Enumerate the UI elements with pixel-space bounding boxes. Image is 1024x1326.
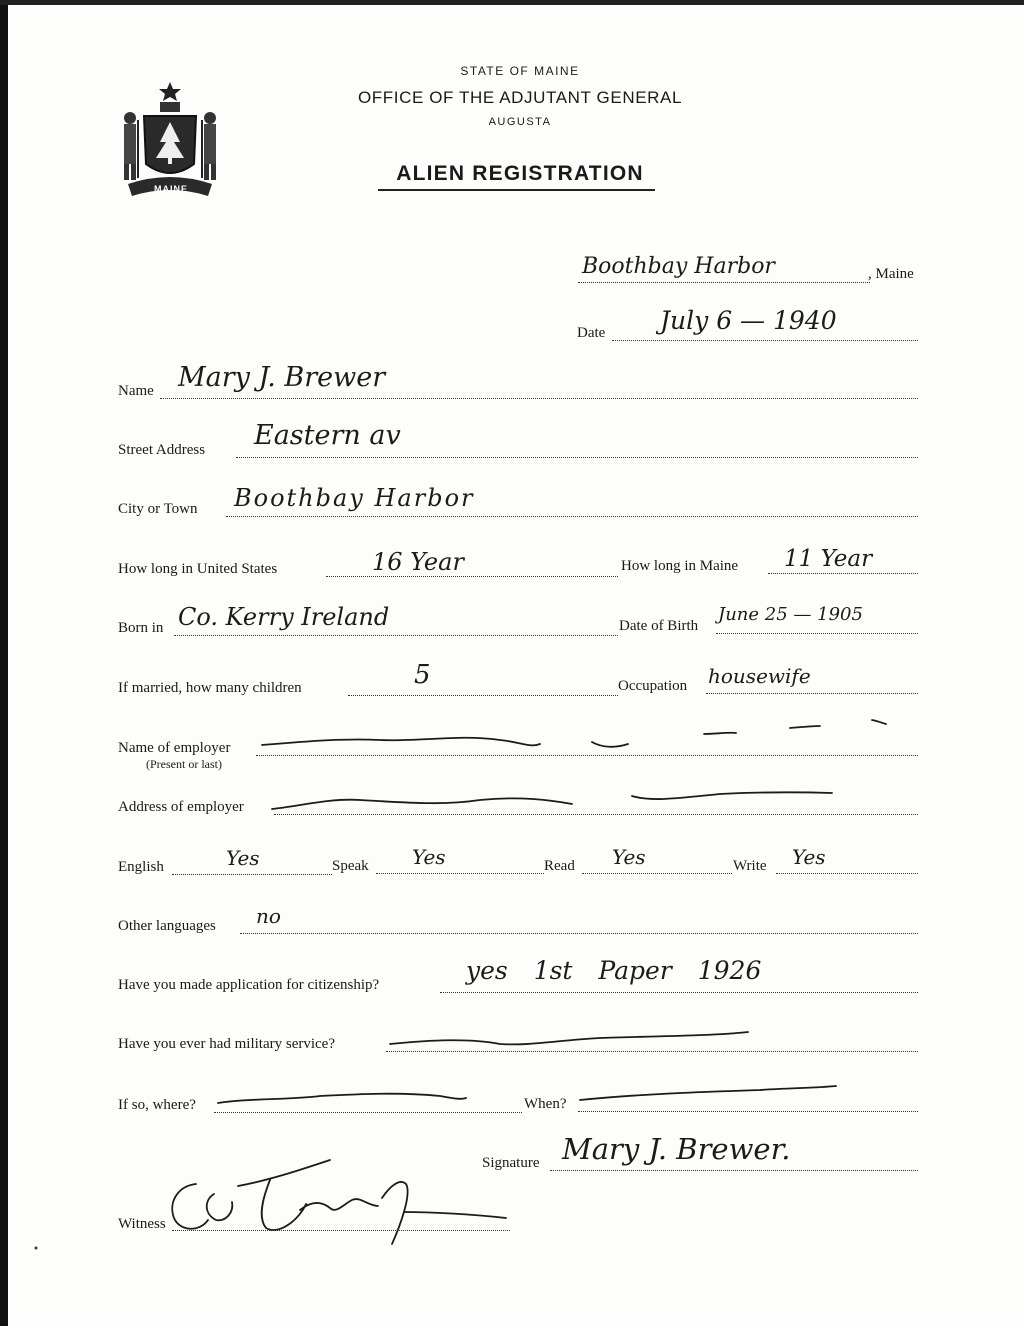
born-label: Born in	[118, 620, 164, 636]
citizenship-label: Have you made application for citizenship?	[118, 977, 380, 993]
children-label: If married, how many children	[118, 680, 302, 696]
date-label: Date	[577, 325, 606, 341]
children-line	[348, 695, 618, 696]
city-entry[interactable]: Boothbay Harbor	[234, 484, 475, 512]
form-title: ALIEN REGISTRATION	[396, 162, 644, 185]
read-line	[582, 873, 732, 874]
speak-line	[376, 873, 544, 874]
employer-dash-5	[872, 720, 886, 724]
when-line	[578, 1111, 918, 1112]
read-entry[interactable]: Yes	[612, 845, 646, 869]
employer-label: Name of employer	[118, 740, 231, 756]
header-office: OFFICE OF THE ADJUTANT GENERAL	[357, 88, 683, 107]
place-suffix: , Maine	[868, 266, 914, 282]
us-years-entry[interactable]: 16 Year	[372, 548, 464, 576]
us-years-line	[326, 576, 618, 577]
us-years-label: How long in United States	[118, 561, 278, 577]
date-entry[interactable]: July 6 — 1940	[660, 306, 837, 335]
dob-line	[716, 633, 918, 634]
maine-years-label: How long in Maine	[621, 558, 739, 574]
street-entry[interactable]: Eastern av	[254, 420, 401, 451]
employer-address-dash-2	[632, 792, 832, 799]
military-dash	[390, 1032, 748, 1044]
occupation-label: Occupation	[618, 678, 688, 694]
witness-label: Witness	[118, 1216, 166, 1232]
where-line	[214, 1112, 522, 1113]
dob-entry[interactable]: June 25 — 1905	[718, 604, 863, 625]
date-line	[612, 340, 918, 341]
scan-edge-top	[0, 0, 1024, 5]
place-entry[interactable]: Boothbay Harbor	[582, 254, 775, 279]
maine-years-line	[768, 573, 918, 574]
write-label: Write	[733, 858, 767, 874]
military-label: Have you ever had military service?	[118, 1036, 335, 1052]
occupation-line	[706, 693, 918, 694]
name-label: Name	[118, 383, 154, 399]
born-line	[174, 635, 618, 636]
write-line	[776, 873, 918, 874]
employer-address-line	[274, 814, 918, 815]
other-languages-line	[240, 933, 918, 934]
signature-entry[interactable]: Mary J. Brewer.	[562, 1132, 791, 1166]
employer-dash-4	[790, 726, 820, 728]
employer-sublabel: (Present or last)	[146, 757, 222, 771]
name-line	[160, 398, 918, 399]
employer-dash-2	[592, 742, 628, 747]
signature-label: Signature	[482, 1155, 540, 1171]
write-entry[interactable]: Yes	[792, 845, 826, 869]
employer-dash-1	[262, 738, 540, 746]
title-underline	[378, 189, 655, 191]
employer-dash-3	[704, 733, 736, 734]
scan-speck	[35, 1247, 38, 1250]
city-label: City or Town	[118, 501, 198, 517]
english-label: English	[118, 859, 164, 875]
born-entry[interactable]: Co. Kerry Ireland	[178, 603, 390, 631]
header-state: STATE OF MAINE	[460, 64, 580, 78]
children-entry[interactable]: 5	[414, 660, 431, 690]
read-label: Read	[544, 858, 575, 874]
employer-address-label: Address of employer	[118, 799, 244, 815]
maine-years-entry[interactable]: 11 Year	[784, 546, 873, 572]
english-line	[172, 874, 332, 875]
when-label: When?	[524, 1096, 567, 1112]
where-label: If so, where?	[118, 1097, 196, 1113]
header-city: AUGUSTA	[488, 116, 552, 128]
witness-line	[172, 1230, 510, 1231]
dob-label: Date of Birth	[619, 618, 699, 634]
street-line	[236, 457, 918, 458]
english-entry[interactable]: Yes	[226, 846, 260, 870]
where-dash	[218, 1094, 466, 1103]
other-languages-label: Other languages	[118, 918, 216, 934]
place-line	[578, 282, 870, 283]
speak-entry[interactable]: Yes	[412, 845, 446, 869]
other-languages-entry[interactable]: no	[256, 904, 281, 928]
signature-line	[550, 1170, 918, 1171]
occupation-entry[interactable]: housewife	[708, 664, 811, 688]
seal-banner-text: MAINE	[154, 184, 188, 194]
speak-label: Speak	[332, 858, 369, 874]
name-entry[interactable]: Mary J. Brewer	[178, 362, 386, 393]
when-dash	[580, 1086, 836, 1100]
employer-line	[256, 755, 918, 756]
scan-edge-left	[0, 0, 8, 1326]
citizenship-line	[440, 992, 918, 993]
military-line	[386, 1051, 918, 1052]
witness-signature-drawing	[172, 1160, 506, 1244]
street-label: Street Address	[118, 442, 206, 458]
employer-address-dash-1	[272, 798, 572, 809]
city-line	[226, 516, 918, 517]
citizenship-entry[interactable]: yes 1st Paper 1926	[466, 956, 762, 985]
